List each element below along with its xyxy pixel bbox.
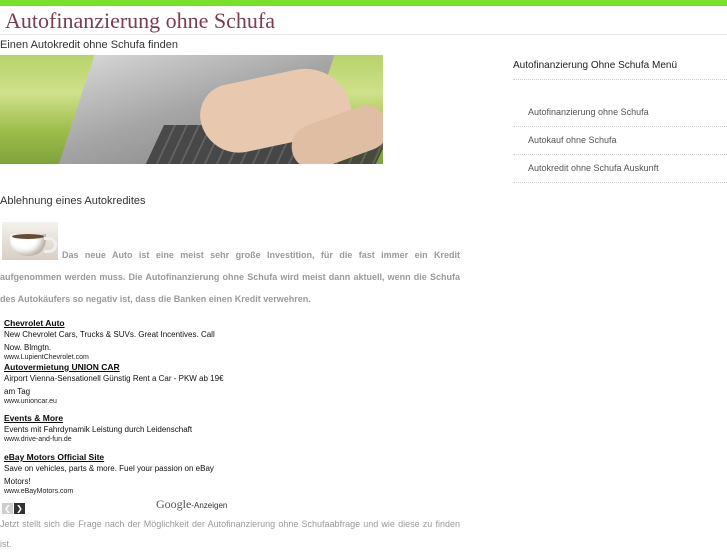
ad-item	[4, 318, 234, 361]
google-ads-label[interactable]	[156, 497, 227, 512]
chevron-right-icon[interactable]: ❯	[14, 503, 25, 514]
ad-url[interactable]: www.drive-and-fun.de	[4, 436, 72, 443]
hero-laptop-image	[0, 55, 383, 164]
sidebar-item-autokauf[interactable]: Autokauf ohne Schufa	[528, 135, 617, 145]
sidebar-menu-title: Autofinanzierung Ohne Schufa Menü	[513, 60, 677, 71]
sidebar-item-autofinanzierung[interactable]: Autofinanzierung ohne Schufa	[528, 107, 649, 117]
section-heading: Ablehnung eines Autokredites	[0, 195, 146, 207]
ad-item	[4, 413, 234, 443]
ad-title-link[interactable]: Chevrolet Auto	[4, 318, 65, 328]
ad-url[interactable]: www.unioncar.eu	[4, 398, 57, 405]
ad-title-link[interactable]: Autovermietung UNION CAR	[4, 362, 120, 372]
chevron-left-icon[interactable]: ❮	[2, 503, 13, 514]
body-paragraph: Jetzt stellt sich die Frage nach der Möglichkeit der Autofinanzierung ohne Schufaabfrage und wie diese zu finden ist.	[0, 519, 460, 549]
google-logo: Google	[156, 497, 192, 511]
ad-title-link[interactable]: eBay Motors Official Site	[4, 452, 105, 462]
ad-item	[4, 452, 234, 495]
ad-url[interactable]: www.LupientChevrolet.com	[4, 354, 89, 361]
ad-description: New Chevrolet Cars, Trucks & SUVs. Great Incentives. Call Now. Blmgtn.	[4, 330, 215, 352]
site-subtitle: Einen Autokredit ohne Schufa finden	[0, 39, 178, 51]
ad-description: Events mit Fahrdynamik Leistung durch Leidenschaft	[4, 425, 193, 434]
menu-divider	[513, 154, 727, 155]
top-accent-bar	[0, 0, 727, 6]
ad-url[interactable]: www.eBayMotors.com	[4, 488, 74, 495]
menu-divider	[513, 126, 727, 127]
ads-suffix: -Anzeigen	[191, 501, 228, 510]
ad-item	[4, 362, 234, 405]
menu-divider	[513, 79, 727, 80]
ad-description: Airport Vienna-Sensationell Günstig Rent a Car - PKW ab 19€ am Tag	[4, 374, 224, 396]
intro-paragraph: Das neue Auto ist eine meist sehr große Investition, für die fast immer ein Kredit aufgenommen werden muss. Die Autofinanzierung ohne Schufa wird meist dann aktuell, wenn die Schufa des Autokäufers so negativ ist, dass die Banken einen Kredit verwehren.	[0, 250, 460, 304]
menu-divider	[513, 182, 727, 183]
ad-title-link[interactable]: Events & More	[4, 413, 64, 423]
title-divider	[0, 34, 727, 35]
site-title[interactable]: Autofinanzierung ohne Schufa	[5, 8, 276, 33]
sidebar-item-autokredit[interactable]: Autokredit ohne Schufa Auskunft	[528, 163, 659, 173]
ad-description: Save on vehicles, parts & more. Fuel your passion on eBay Motors!	[4, 464, 214, 486]
